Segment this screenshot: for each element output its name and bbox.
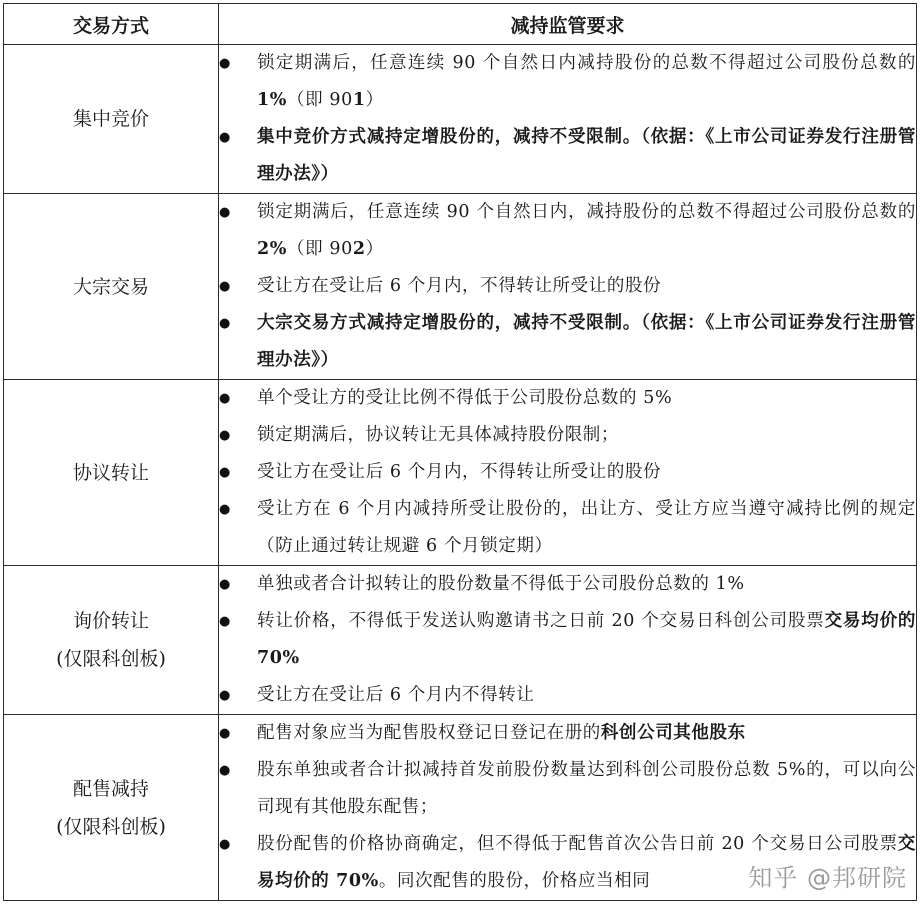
plain-text: 配售对象应当为配售股权登记日登记在册的	[257, 723, 601, 743]
plain-text: ）	[365, 90, 384, 110]
trade-mode-cell	[4, 566, 219, 715]
bullet-icon: ●	[219, 316, 231, 331]
requirement-item	[219, 566, 916, 603]
requirement-item	[219, 417, 916, 454]
bullet-icon: ●	[219, 763, 231, 778]
emphasis-text: 2%	[257, 239, 288, 259]
plain-text: 锁定期满后，任意连续 90 个自然日内，减持股份的总数不得超过公司股份总数的	[257, 202, 916, 222]
bullet-icon: ●	[219, 577, 231, 592]
header-requirements: 减持监管要求	[219, 4, 917, 45]
trade-mode-cell	[4, 715, 219, 901]
requirement-text	[257, 566, 916, 603]
requirement-item	[219, 603, 916, 677]
plain-text: （即 90	[287, 90, 353, 110]
header-trade-mode: 交易方式	[4, 4, 219, 45]
requirement-item	[219, 454, 916, 491]
requirement-item	[219, 194, 916, 268]
plain-text: 。同次配售的股份，价格应当相同	[378, 871, 651, 891]
plain-text: （即 90	[287, 239, 353, 259]
requirement-item	[219, 119, 916, 193]
trade-mode-note: (仅限科创板)	[56, 648, 166, 670]
plain-text: 受让方在 6 个月内减持所受让股份的，出让方、受让方应当遵守减持比例的规定（防止通过转让规避 6 个月锁定期）	[257, 499, 916, 556]
requirement-item	[219, 45, 916, 119]
requirement-text	[257, 268, 916, 305]
table-row	[4, 566, 917, 715]
bullet-icon: ●	[219, 428, 231, 443]
table-body	[4, 45, 917, 901]
requirement-text	[257, 603, 916, 677]
plain-text: 转让价格，不得低于发送认购邀请书之日前 20 个交易日科创公司股票	[257, 611, 825, 631]
regulation-table	[3, 3, 917, 901]
plain-text: ）	[365, 239, 384, 259]
table-row	[4, 45, 917, 194]
bullet-icon: ●	[219, 726, 231, 741]
emphasis-text: 2	[352, 239, 366, 259]
bullet-icon: ●	[219, 502, 231, 517]
requirement-item	[219, 491, 916, 565]
trade-mode-label: 协议转让	[72, 461, 149, 484]
bullet-icon: ●	[219, 205, 231, 220]
trade-mode-note: (仅限科创板)	[56, 815, 166, 838]
plain-text: 单个受让方的受让比例不得低于公司股份总数的 5%	[257, 388, 673, 408]
requirement-item	[219, 752, 916, 826]
requirement-text	[257, 715, 916, 752]
trade-mode-label: 集中竞价	[72, 108, 149, 130]
emphasis-text: 集中竞价方式减持定增股份的，减持不受限制。（依据：《上市公司证券发行注册管理办法》）	[257, 127, 916, 184]
trade-mode-cell	[4, 194, 219, 380]
requirement-text	[257, 417, 916, 454]
bullet-icon: ●	[219, 614, 231, 629]
requirement-text	[257, 380, 916, 417]
trade-mode-label: 配售减持	[72, 777, 149, 800]
table-row	[4, 380, 917, 566]
requirement-text	[257, 752, 916, 826]
emphasis-text: 大宗交易方式减持定增股份的，减持不受限制。（依据：《上市公司证券发行注册管理办法》）	[257, 313, 916, 370]
bullet-icon: ●	[219, 130, 231, 145]
plain-text: 受让方在受让后 6 个月内，不得转让所受让的股份	[257, 462, 662, 482]
bullet-icon: ●	[219, 688, 231, 703]
trade-mode-label: 大宗交易	[72, 275, 149, 298]
plain-text: 锁定期满后，协议转让无具体减持股份限制；	[257, 425, 619, 445]
bullet-icon: ●	[219, 465, 231, 480]
plain-text: 受让方在受让后 6 个月内不得转让	[257, 685, 535, 705]
requirements-cell	[219, 380, 917, 566]
requirement-item	[219, 305, 916, 379]
emphasis-text: 1%	[257, 90, 288, 110]
requirements-cell	[219, 194, 917, 380]
requirement-text	[257, 491, 916, 565]
plain-text: 受让方在受让后 6 个月内，不得转让所受让的股份	[257, 276, 662, 296]
trade-mode-label: 询价转让	[72, 610, 149, 632]
requirement-text	[257, 194, 916, 268]
watermark: 知乎 @邦研院	[748, 864, 907, 892]
table-row	[4, 194, 917, 380]
requirement-text	[257, 677, 916, 714]
trade-mode-cell	[4, 380, 219, 566]
emphasis-text: 1	[352, 90, 366, 110]
requirement-item	[219, 380, 916, 417]
requirement-item	[219, 715, 916, 752]
requirements-cell	[219, 45, 917, 194]
bullet-icon: ●	[219, 837, 231, 852]
emphasis-text: 交易均价的 70%	[257, 611, 917, 668]
requirement-text	[257, 454, 916, 491]
table-header-row	[4, 4, 917, 45]
requirements-cell	[219, 566, 917, 715]
requirement-text	[257, 119, 916, 193]
requirement-text	[257, 305, 916, 379]
requirement-item	[219, 677, 916, 714]
bullet-icon: ●	[219, 391, 231, 406]
emphasis-text: 科创公司其他股东	[600, 723, 746, 743]
bullet-icon: ●	[219, 56, 231, 71]
plain-text: 股东单独或者合计拟减持首发前股份数量达到科创公司股份总数 5%的，可以向公司现有其他股东配售；	[257, 760, 916, 817]
requirement-item	[219, 268, 916, 305]
trade-mode-cell	[4, 45, 219, 194]
plain-text: 股份配售的价格协商确定，但不得低于配售首次公告日前 20 个交易日公司股票	[257, 834, 898, 854]
requirement-text	[257, 45, 916, 119]
plain-text: 锁定期满后，任意连续 90 个自然日内减持股份的总数不得超过公司股份总数的	[257, 53, 916, 73]
plain-text: 单独或者合计拟转让的股份数量不得低于公司股份总数的 1%	[257, 574, 745, 594]
bullet-icon: ●	[219, 279, 231, 294]
emphasis-text: 交易均价的 70%	[257, 834, 916, 891]
